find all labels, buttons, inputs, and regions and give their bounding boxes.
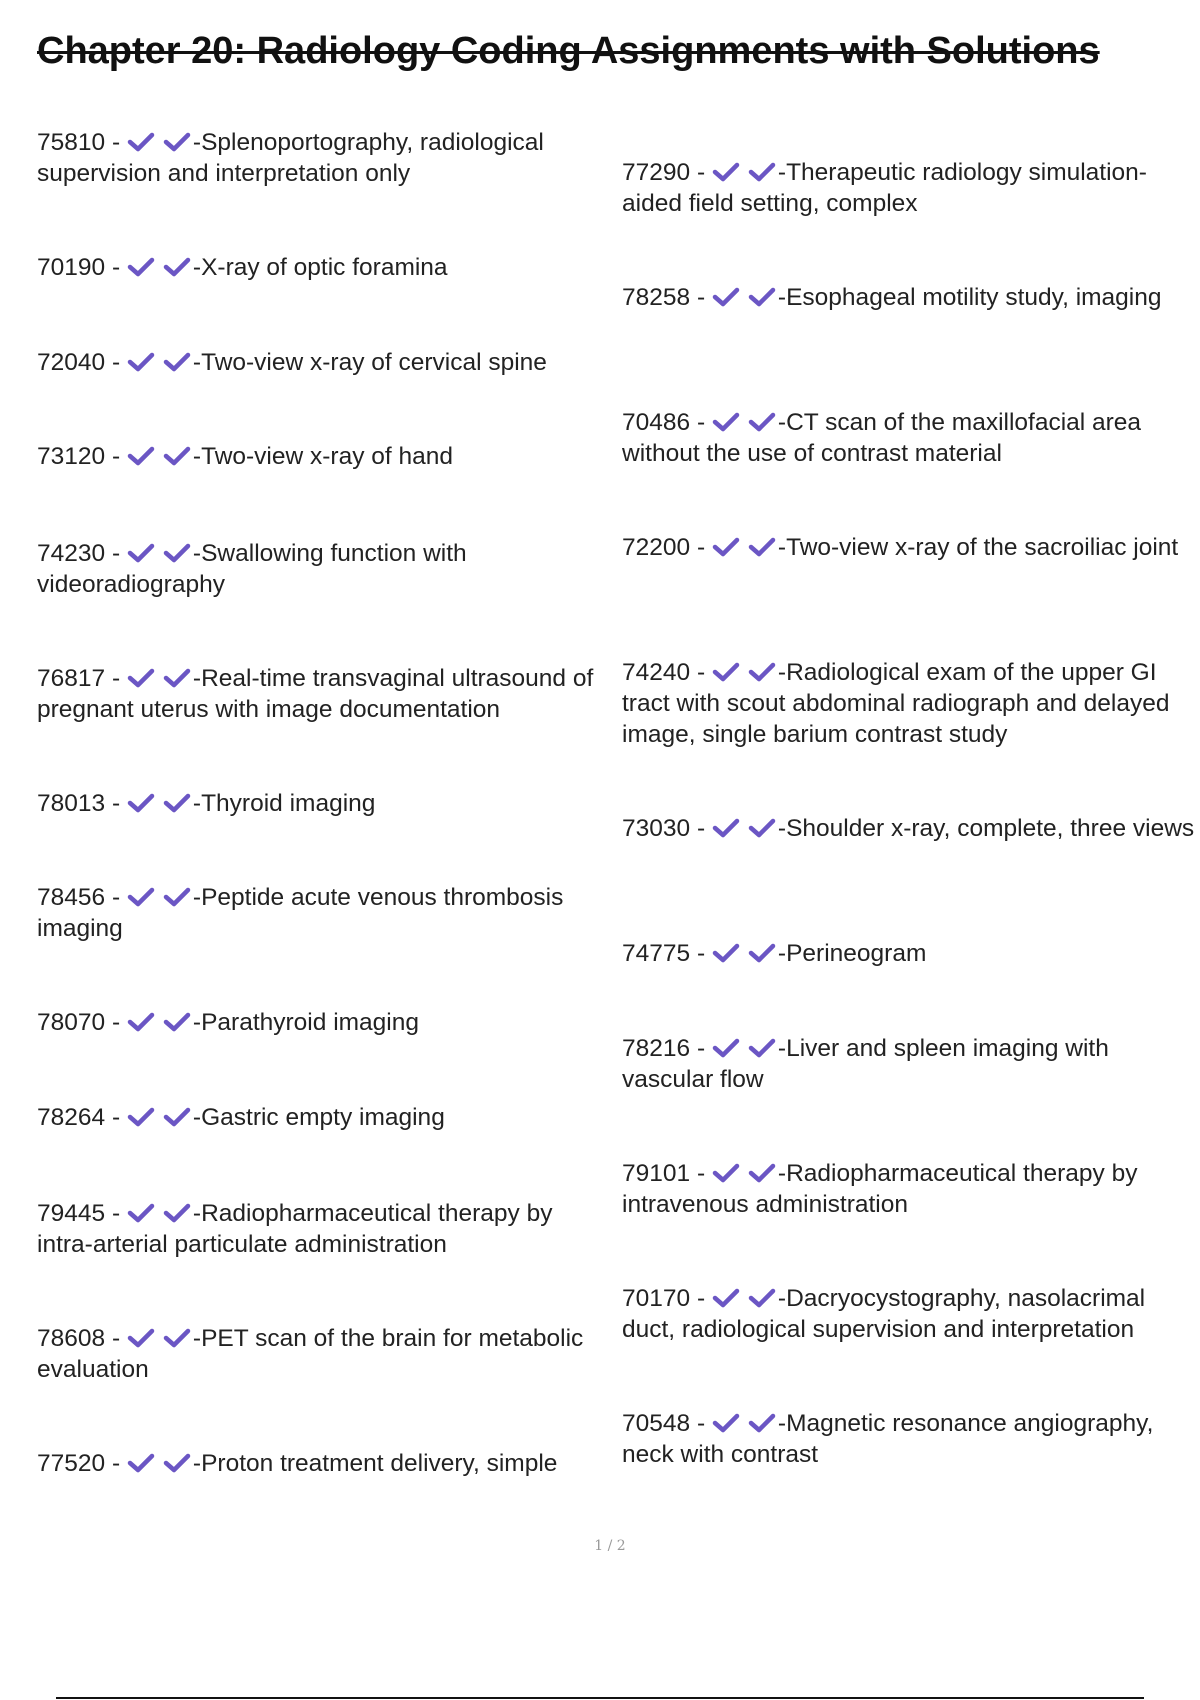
list-item: 70548 - -Magnetic resonance angiography, neck with contrast	[622, 1410, 1154, 1468]
code-number: 72200	[622, 534, 691, 561]
check-mark-icon	[127, 1012, 155, 1032]
code-number: 73030	[622, 815, 691, 842]
code-description: Swallowing function with videoradiography	[37, 540, 467, 598]
list-item: 77520 - -Proton treatment delivery, simple	[37, 1450, 558, 1477]
code-number: 70486	[622, 409, 691, 436]
list-item: 70170 - -Dacryocystography, nasolacrimal duct, radiological supervision and interpretation	[622, 1285, 1146, 1343]
code-description: Gastric empty imaging	[201, 1104, 445, 1131]
check-mark-icon	[127, 132, 155, 152]
list-item: 78608 - -PET scan of the brain for metabolic evaluation	[37, 1325, 584, 1383]
code-description: Therapeutic radiology simulation-aided field setting, complex	[622, 159, 1147, 217]
code-description: Splenoportography, radiological supervision and interpretation only	[37, 129, 544, 187]
code-number: 77520	[37, 1450, 106, 1477]
list-item: 78216 - -Liver and spleen imaging with vascular flow	[622, 1035, 1109, 1093]
check-mark-icon	[163, 1012, 191, 1032]
check-mark-icon	[163, 887, 191, 907]
check-mark-icon	[127, 446, 155, 466]
check-mark-icon	[163, 132, 191, 152]
code-description: PET scan of the brain for metabolic evaluation	[37, 1325, 584, 1383]
list-item: 79101 - -Radiopharmaceutical therapy by intravenous administration	[622, 1160, 1138, 1218]
check-mark-icon	[748, 537, 776, 557]
check-mark-icon	[163, 793, 191, 813]
code-number: 78608	[37, 1325, 106, 1352]
check-mark-icon	[163, 446, 191, 466]
check-mark-icon	[712, 1163, 740, 1183]
check-mark-icon	[127, 793, 155, 813]
check-mark-icon	[127, 1328, 155, 1348]
list-item: 76817 - -Real-time transvaginal ultrasound of pregnant uterus with image documentation	[37, 665, 594, 723]
check-mark-icon	[712, 818, 740, 838]
code-number: 74240	[622, 659, 691, 686]
footer-divider	[56, 1697, 1144, 1699]
code-description: Two-view x-ray of cervical spine	[201, 349, 547, 376]
code-number: 75810	[37, 129, 106, 156]
code-description: Perineogram	[786, 940, 927, 967]
list-item: 70190 - -X-ray of optic foramina	[37, 254, 448, 281]
code-description: Parathyroid imaging	[201, 1009, 419, 1036]
list-item: 78456 - -Peptide acute venous thrombosis imaging	[37, 884, 564, 942]
check-mark-icon	[712, 662, 740, 682]
list-item: 72200 - -Two-view x-ray of the sacroiliac joint	[622, 534, 1179, 561]
check-mark-icon	[748, 662, 776, 682]
check-mark-icon	[712, 943, 740, 963]
check-mark-icon	[748, 1038, 776, 1058]
list-item: 75810 - -Splenoportography, radiological supervision and interpretation only	[37, 129, 544, 187]
list-item: 74775 - -Perineogram	[622, 940, 927, 967]
list-item: 78258 - -Esophageal motility study, imaging	[622, 284, 1162, 311]
check-mark-icon	[163, 1203, 191, 1223]
page-number: 1 / 2	[594, 1538, 626, 1554]
check-mark-icon	[748, 943, 776, 963]
code-number: 73120	[37, 443, 106, 470]
check-mark-icon	[163, 1107, 191, 1127]
check-mark-icon	[127, 668, 155, 688]
code-number: 79101	[622, 1160, 691, 1187]
list-item: 72040 - -Two-view x-ray of cervical spine	[37, 349, 547, 376]
check-mark-icon	[748, 818, 776, 838]
check-mark-icon	[712, 162, 740, 182]
list-item: 74230 - -Swallowing function with videoradiography	[37, 540, 467, 598]
code-number: 78258	[622, 284, 691, 311]
code-description: Two-view x-ray of hand	[201, 443, 453, 470]
code-description: X-ray of optic foramina	[201, 254, 448, 281]
check-mark-icon	[163, 1328, 191, 1348]
code-number: 70170	[622, 1285, 691, 1312]
code-description: CT scan of the maxillofacial area without the use of contrast material	[622, 409, 1142, 467]
code-description: Liver and spleen imaging with vascular flow	[622, 1035, 1109, 1093]
code-description: Radiopharmaceutical therapy by intra-arterial particulate administration	[37, 1200, 553, 1258]
code-number: 78013	[37, 790, 106, 817]
check-mark-icon	[163, 1453, 191, 1473]
check-mark-icon	[712, 412, 740, 432]
check-mark-icon	[748, 287, 776, 307]
code-number: 78456	[37, 884, 106, 911]
code-number: 70548	[622, 1410, 691, 1437]
code-number: 76817	[37, 665, 106, 692]
list-item: 78013 - -Thyroid imaging	[37, 790, 376, 817]
check-mark-icon	[712, 537, 740, 557]
check-mark-icon	[748, 1288, 776, 1308]
code-number: 78216	[622, 1035, 691, 1062]
check-mark-icon	[748, 1413, 776, 1433]
check-mark-icon	[712, 1288, 740, 1308]
check-mark-icon	[163, 257, 191, 277]
list-item: 77290 - -Therapeutic radiology simulation-aided field setting, complex	[622, 159, 1147, 217]
code-description: Dacryocystography, nasolacrimal duct, radiological supervision and interpretation	[622, 1285, 1146, 1343]
code-number: 70190	[37, 254, 106, 281]
code-description: Shoulder x-ray, complete, three views	[786, 815, 1195, 842]
code-description: Thyroid imaging	[201, 790, 376, 817]
code-number: 79445	[37, 1200, 106, 1227]
code-number: 72040	[37, 349, 106, 376]
check-mark-icon	[127, 543, 155, 563]
check-mark-icon	[748, 162, 776, 182]
check-mark-icon	[127, 887, 155, 907]
check-mark-icon	[127, 1453, 155, 1473]
check-mark-icon	[127, 1203, 155, 1223]
list-item: 78070 - -Parathyroid imaging	[37, 1009, 419, 1036]
check-mark-icon	[712, 1038, 740, 1058]
code-number: 77290	[622, 159, 691, 186]
code-description: Real-time transvaginal ultrasound of pregnant uterus with image documentation	[37, 665, 594, 723]
check-mark-icon	[712, 1413, 740, 1433]
list-item: 74240 - -Radiological exam of the upper GI tract with scout abdominal radiograph and delayed image, single barium contrast study	[622, 659, 1170, 748]
check-mark-icon	[748, 1163, 776, 1183]
list-item: 73030 - -Shoulder x-ray, complete, three views	[622, 815, 1195, 842]
code-number: 78264	[37, 1104, 106, 1131]
code-number: 74775	[622, 940, 691, 967]
code-description: Proton treatment delivery, simple	[201, 1450, 558, 1477]
check-mark-icon	[127, 257, 155, 277]
check-mark-icon	[748, 412, 776, 432]
check-mark-icon	[163, 668, 191, 688]
list-item: 70486 - -CT scan of the maxillofacial area without the use of contrast material	[622, 409, 1142, 467]
code-number: 78070	[37, 1009, 106, 1036]
code-description: Esophageal motility study, imaging	[786, 284, 1162, 311]
list-item: 79445 - -Radiopharmaceutical therapy by intra-arterial particulate administration	[37, 1200, 553, 1258]
code-description: Radiological exam of the upper GI tract with scout abdominal radiograph and delayed image, single barium contrast study	[622, 659, 1170, 748]
check-mark-icon	[712, 287, 740, 307]
code-number: 74230	[37, 540, 106, 567]
code-description: Magnetic resonance angiography, neck with contrast	[622, 1410, 1154, 1468]
code-description: Peptide acute venous thrombosis imaging	[37, 884, 564, 942]
page-title: Chapter 20: Radiology Coding Assignments with Solutions	[37, 30, 1100, 72]
code-description: Two-view x-ray of the sacroiliac joint	[786, 534, 1179, 561]
check-mark-icon	[127, 352, 155, 372]
list-item: 78264 - -Gastric empty imaging	[37, 1104, 445, 1131]
check-mark-icon	[127, 1107, 155, 1127]
code-description: Radiopharmaceutical therapy by intravenous administration	[622, 1160, 1138, 1218]
list-item: 73120 - -Two-view x-ray of hand	[37, 443, 453, 470]
check-mark-icon	[163, 543, 191, 563]
check-mark-icon	[163, 352, 191, 372]
